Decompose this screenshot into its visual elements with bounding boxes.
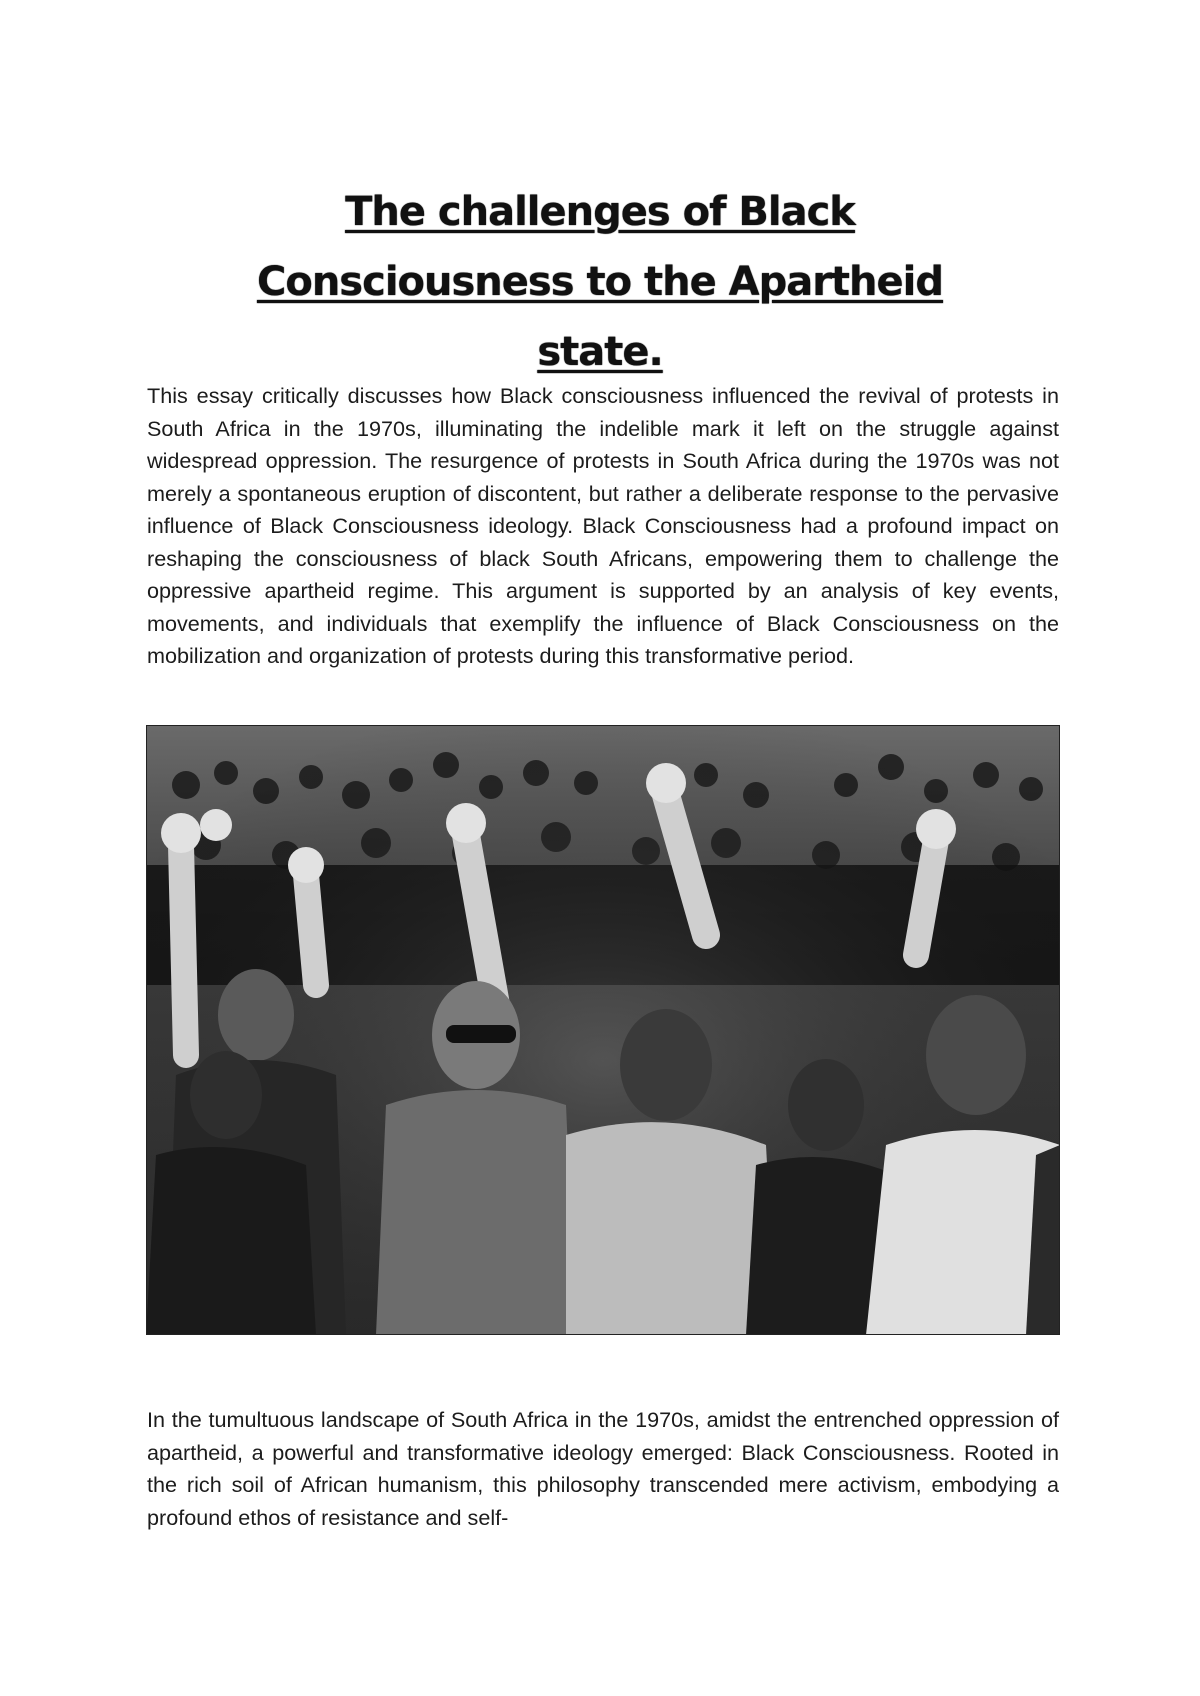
intro-paragraph: This essay critically discusses how Black consciousness influenced the revival of protests in South Africa in the 1970s, illuminating the indelible mark it left on the struggle against widespread oppression. The resurgence of protests in South Africa during the 1970s was not merely a spontaneous eruption of discontent, but rather a deliberate response to the pervasive influence of Black Consciousness ideology. Black Consciousness had a profound impact on reshaping the consciousness of black South Africans, empowering them to challenge the oppressive apartheid regime. This argument is supported by an analysis of key events, movements, and individuals that exemplify the influence of Black Consciousness on the mobilization and organization of protests during this transformative period. [147, 383, 1059, 668]
protest-photo [146, 725, 1060, 1335]
body-paragraph: In the tumultuous landscape of South Africa in the 1970s, amidst the entrenched oppression of apartheid, a powerful and transformative ideology emerged: Black Consciousness. Rooted in the rich soil of African humanism, this philosophy transcended mere activism, embodying a profound ethos of resistance and self- [147, 1407, 1059, 1530]
document-title [150, 177, 1050, 387]
title-line-3: state. [537, 328, 663, 375]
title-line-1: The challenges of Black [345, 188, 855, 235]
title-line-2: Consciousness to the Apartheid [256, 258, 943, 305]
